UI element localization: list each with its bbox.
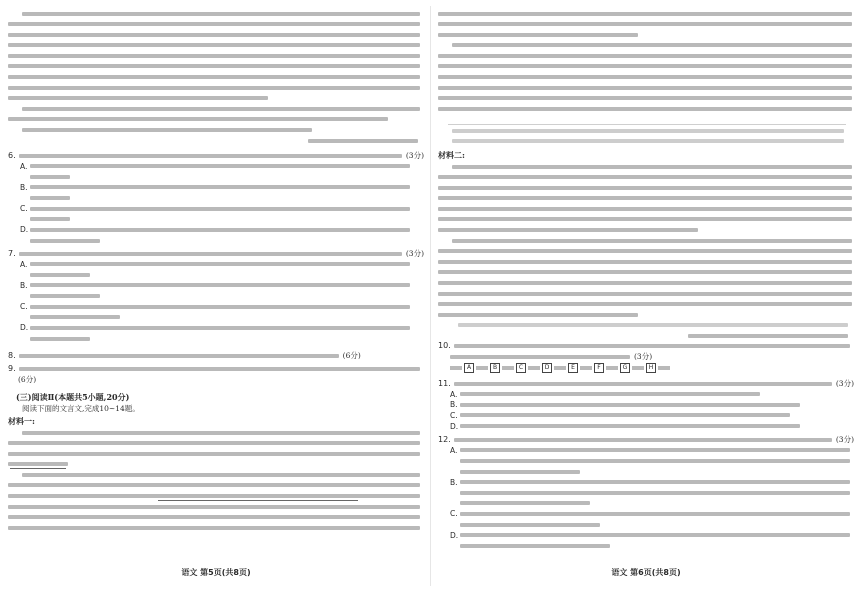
section-instruction: 阅读下面的文言文,完成10~14题。	[22, 404, 140, 413]
option-d: D.	[438, 421, 854, 432]
question-points: (3分)	[835, 379, 854, 388]
answer-box[interactable]: H	[646, 363, 656, 373]
answer-box[interactable]: F	[594, 363, 604, 373]
section-title: (三)阅读Ⅱ(本题共5小题,20分)	[16, 392, 130, 402]
answer-box[interactable]: G	[620, 363, 630, 373]
page-footer: 语文 第5页(共8页)	[181, 568, 251, 577]
question-text	[19, 354, 339, 358]
question-text	[454, 344, 850, 348]
question-number: 9.	[8, 364, 16, 373]
question-number: 10.	[438, 341, 451, 350]
option-c: C.	[8, 203, 424, 214]
question-number: 7.	[8, 249, 16, 258]
option-b: B.	[8, 280, 424, 291]
question-11	[438, 378, 854, 431]
question-8	[8, 350, 424, 361]
passage-source	[8, 135, 424, 146]
page-footer: 语文 第6页(共8页)	[611, 568, 681, 577]
option-b: B.	[8, 182, 424, 193]
question-text	[454, 438, 832, 442]
question-points: (3分)	[835, 435, 854, 444]
answer-box[interactable]: D	[542, 363, 552, 373]
answer-box-row	[438, 362, 854, 374]
question-points: (6分)	[18, 375, 37, 384]
question-6	[8, 150, 424, 246]
question-text	[19, 154, 402, 158]
material-label: 材料二:	[438, 150, 465, 160]
question-points: (6分)	[342, 351, 361, 360]
question-number: 6.	[8, 151, 16, 160]
question-9	[8, 363, 424, 385]
material-2	[438, 150, 854, 341]
option-d: D.	[8, 225, 424, 236]
page-gutter	[430, 6, 431, 586]
prose-passage-end	[8, 8, 424, 146]
question-points: (3分)	[405, 249, 424, 258]
question-text	[450, 355, 630, 359]
question-points: (3分)	[634, 352, 653, 361]
exam-page-5	[8, 0, 424, 592]
answer-box[interactable]: E	[568, 363, 578, 373]
question-10	[438, 340, 854, 374]
option-c: C.	[438, 410, 854, 421]
footnote-box	[448, 124, 846, 146]
material-2-note	[438, 320, 854, 331]
answer-box[interactable]: B	[490, 363, 500, 373]
question-points: (3分)	[405, 151, 424, 160]
material-label: 材料一:	[8, 416, 35, 426]
question-7	[8, 248, 424, 344]
section-heading	[8, 392, 424, 414]
answer-box[interactable]: C	[516, 363, 526, 373]
question-number: 12.	[438, 435, 451, 444]
option-c: C.	[438, 509, 854, 520]
option-a: A.	[8, 161, 424, 172]
question-text	[19, 367, 420, 371]
question-text	[454, 382, 832, 386]
option-d: D.	[8, 323, 424, 334]
material-1	[8, 416, 424, 533]
option-c: C.	[8, 301, 424, 312]
option-b: B.	[438, 400, 854, 411]
option-d: D.	[438, 530, 854, 541]
option-a: A.	[438, 389, 854, 400]
option-a: A.	[438, 445, 854, 456]
question-text	[19, 252, 402, 256]
answer-box[interactable]: A	[464, 363, 474, 373]
option-a: A.	[8, 259, 424, 270]
option-b: B.	[438, 477, 854, 488]
question-number: 11.	[438, 379, 451, 388]
exam-page-6	[438, 0, 854, 592]
question-number: 8.	[8, 351, 16, 360]
material-1-continued	[438, 8, 854, 114]
question-12	[438, 434, 854, 551]
